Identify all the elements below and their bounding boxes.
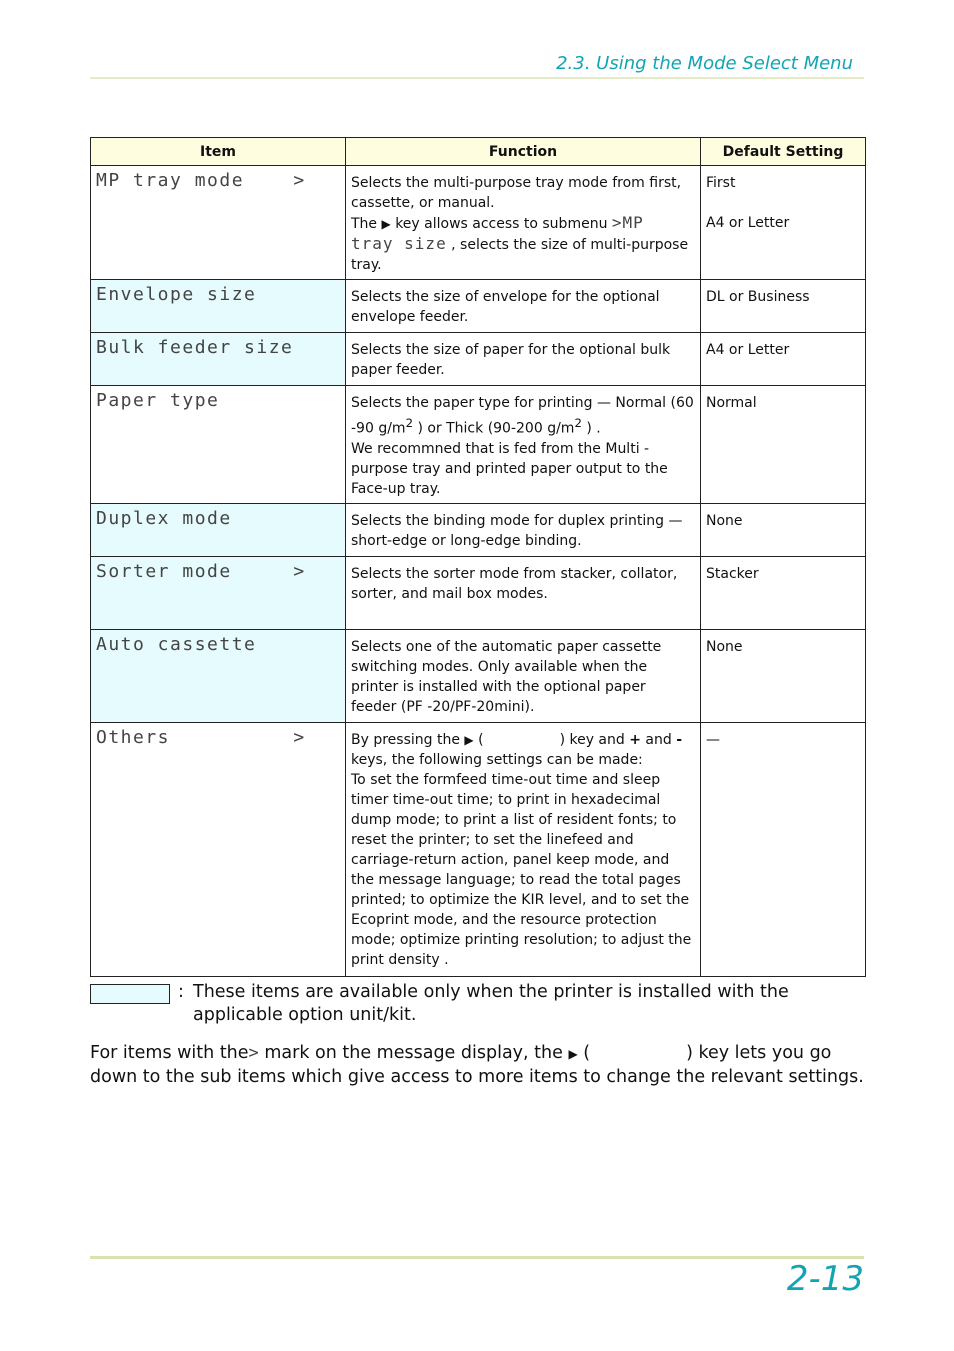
section-title: 2.3. Using the Mode Select Menu <box>556 53 853 74</box>
function-text: keys, the following settings can be made: <box>351 751 643 768</box>
superscript: 2 <box>574 416 582 430</box>
footer-divider <box>90 1256 864 1259</box>
default-value: First <box>706 175 736 191</box>
option-legend <box>178 981 858 1027</box>
item-cell <box>91 280 346 333</box>
item-cell <box>91 333 346 386</box>
submenu-note <box>90 1042 865 1089</box>
default-cell: A4 or Letter <box>701 333 866 386</box>
function-cell: Selects the binding mode for duplex printing —short-edge or long-edge binding. <box>346 503 701 556</box>
lcd-item-label: Envelope size <box>96 284 257 305</box>
function-text: To set the formfeed time-out time and sleep timer time-out time; to print in hexadecimal dump mode; to print a list of resident fonts; to reset the printer; to set the linefeed and carriage-return action, panel keep mode, and the message language; to read the total pages printed; to optimize the KIR level, and to set the Ecoprint mode, and the resource protection mode; optimize printing resolution; to adjust the print density . <box>351 771 692 968</box>
item-cell <box>91 503 346 556</box>
function-cell: Selects the size of paper for the optional bulk paper feeder. <box>346 333 701 386</box>
function-text: and <box>645 731 672 748</box>
function-text: ( <box>478 731 484 748</box>
column-header-default: Default Setting <box>701 138 866 166</box>
table-row <box>91 280 866 333</box>
mode-select-table <box>90 137 866 977</box>
default-cell: None <box>701 503 866 556</box>
table-row <box>91 166 866 280</box>
item-cell <box>91 629 346 722</box>
lcd-item-label: Others > <box>96 726 306 748</box>
option-legend-swatch <box>90 984 170 1004</box>
note-text: For items with the <box>90 1043 249 1063</box>
function-text: ) . <box>586 420 601 437</box>
note-text: ( <box>583 1043 591 1063</box>
default-cell: DL or Business <box>701 280 866 333</box>
default-cell <box>701 166 866 280</box>
table-row <box>91 333 866 386</box>
function-text: ) or Thick (90-200 g/m <box>417 420 575 437</box>
plus-key: + <box>629 731 641 748</box>
legend-colon: : <box>178 982 184 1002</box>
table-row <box>91 722 866 976</box>
function-text: , selects the size of multi-purpose tray. <box>351 237 689 273</box>
function-text: Selects the multi-purpose tray mode from first, cassette, or manual. <box>351 175 682 211</box>
function-text: Selects the paper type for printing — Normal (60 -90 g/m <box>351 395 694 437</box>
default-cell: Stacker <box>701 556 866 629</box>
note-text: mark on the message display, the <box>264 1043 563 1063</box>
lcd-item-label: MP tray mode > <box>96 170 306 191</box>
item-cell <box>91 722 346 976</box>
function-cell: Selects the size of envelope for the optional envelope feeder. <box>346 280 701 333</box>
table-row <box>91 556 866 629</box>
superscript: 2 <box>405 416 413 430</box>
table-row <box>91 386 866 504</box>
function-cell <box>346 722 701 976</box>
default-cell: Normal <box>701 386 866 504</box>
function-text: ) key and <box>559 731 625 748</box>
function-text: key allows access to submenu <box>395 216 608 232</box>
column-header-function: Function <box>346 138 701 166</box>
table-row <box>91 629 866 722</box>
function-cell: Selects one of the automatic paper cassette switching modes. Only available when the printer is installed with the optional paper feeder (PF -20/PF-20mini). <box>346 629 701 722</box>
function-cell <box>346 166 701 280</box>
lcd-item-label: Duplex mode <box>96 507 232 529</box>
legend-text: These items are available only when the printer is installed with the applicable option unit/kit. <box>193 982 789 1025</box>
item-cell <box>91 386 346 504</box>
lcd-item-label: Paper type <box>96 390 220 411</box>
chevron-right-icon: > <box>248 1043 259 1063</box>
function-text: By pressing the <box>351 731 460 748</box>
note-text: ) key lets you go down to the sub items which give access to more items to change the relevant settings. <box>90 1043 864 1087</box>
function-cell: Selects the sorter mode from stacker, collator, sorter, and mail box modes. <box>346 556 701 629</box>
lcd-item-label: Bulk feeder size <box>96 337 294 358</box>
lcd-item-label: Auto cassette <box>96 633 257 655</box>
default-cell: — <box>701 722 866 976</box>
lcd-item-label: Sorter mode > <box>96 560 306 582</box>
default-cell: None <box>701 629 866 722</box>
right-triangle-icon: ▶ <box>464 732 474 747</box>
table-row <box>91 503 866 556</box>
page-number: 2-13 <box>786 1259 864 1299</box>
minus-key: - <box>676 731 683 748</box>
right-triangle-icon: ▶ <box>568 1047 578 1061</box>
right-triangle-icon: ▶ <box>381 217 391 231</box>
header-divider <box>90 77 864 79</box>
function-text: We recommned that is fed from the Multi -purpose tray and printed paper output to the Face-up tray. <box>351 440 668 497</box>
column-header-item: Item <box>91 138 346 166</box>
item-cell <box>91 166 346 280</box>
function-cell <box>346 386 701 504</box>
default-value: A4 or Letter <box>706 215 790 231</box>
table-header-row <box>91 138 866 166</box>
function-text: The <box>351 216 378 232</box>
lcd-submenu-label: >MP tray size <box>351 213 644 253</box>
item-cell <box>91 556 346 629</box>
